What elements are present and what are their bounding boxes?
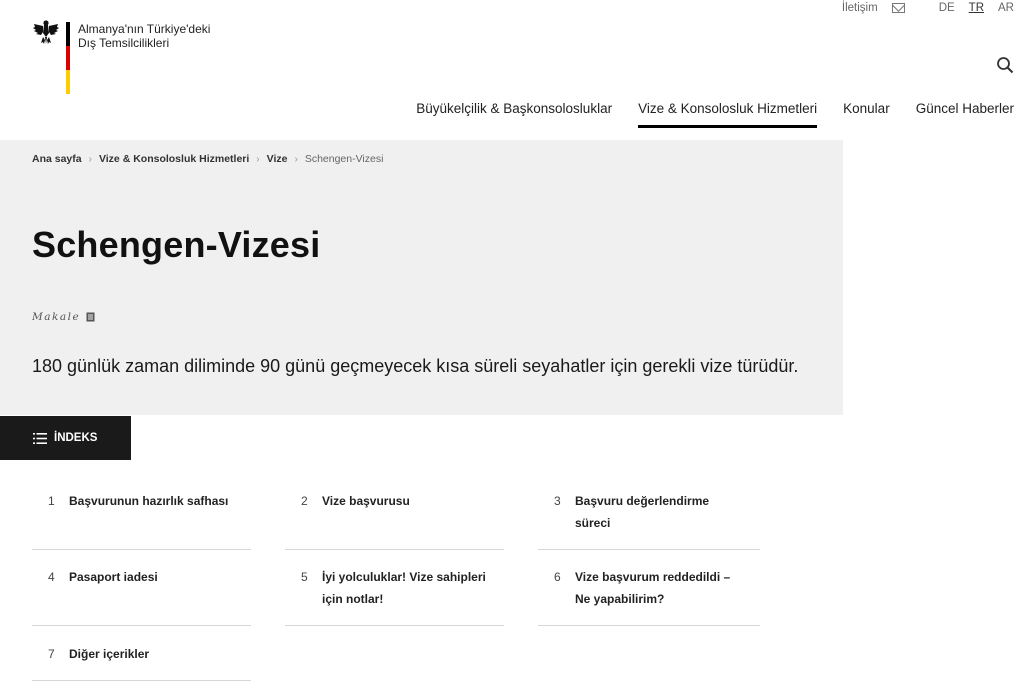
lang-ar-link[interactable]: AR — [998, 2, 1014, 14]
flag-bar — [66, 22, 70, 94]
site-name — [78, 22, 210, 50]
list-icon — [33, 433, 47, 444]
index-item-number: 1 — [48, 494, 55, 508]
search-icon[interactable] — [996, 56, 1014, 74]
index-item-number: 5 — [301, 570, 308, 584]
hero-section — [0, 140, 843, 415]
lang-de-link[interactable]: DE — [938, 2, 955, 14]
page-title: Schengen-Vizesi — [32, 224, 321, 265]
breadcrumb-visa-services[interactable]: Vize & Konsolosluk Hizmetleri — [98, 153, 250, 165]
nav-item-news[interactable]: Güncel Haberler — [915, 101, 1014, 116]
index-item-label: Pasaport iadesi — [69, 570, 158, 584]
index-item-number: 6 — [554, 570, 561, 584]
index-item-label: Başvurunun hazırlık safhası — [69, 494, 229, 508]
index-item[interactable] — [285, 490, 504, 550]
site-logo[interactable] — [32, 18, 211, 50]
breadcrumb-current: Schengen-Vizesi — [304, 153, 384, 165]
index-item-number: 2 — [301, 494, 308, 508]
article-type — [32, 311, 95, 323]
site-name-line2: Dış Temsilcilikleri — [78, 36, 170, 50]
index-button[interactable] — [0, 416, 131, 460]
nav-item-topics[interactable]: Konular — [843, 101, 890, 116]
page-lead: 180 günlük zaman diliminde 90 günü geçmeyecek kısa süreli seyahatler için gerekli vize türüdür. — [32, 356, 799, 376]
index-item-label: Başvuru değerlendirme süreci — [575, 494, 710, 530]
index-item[interactable] — [538, 490, 760, 550]
index-item[interactable] — [32, 643, 251, 681]
index-item-label: Vize başvurum reddedildi – Ne yapabilirim? — [575, 570, 731, 606]
index-item[interactable] — [538, 566, 760, 626]
mail-icon[interactable] — [892, 3, 905, 13]
chevron-right-icon: › — [88, 153, 92, 165]
index-item-number: 7 — [48, 647, 55, 661]
site-header — [0, 0, 1024, 140]
lang-tr-link[interactable]: TR — [968, 2, 985, 14]
index-item-label: İyi yolculuklar! Vize sahipleri için notlar! — [322, 570, 486, 606]
index-item-number: 4 — [48, 570, 55, 584]
index-button-label: İNDEKS — [54, 432, 98, 444]
index-item-label: Vize başvurusu — [322, 494, 410, 508]
index-item-number: 3 — [554, 494, 561, 508]
breadcrumb — [32, 153, 383, 165]
chevron-right-icon: › — [294, 153, 298, 165]
nav-item-embassies[interactable]: Büyükelçilik & Başkonsolosluklar — [416, 101, 613, 116]
index-item-label: Diğer içerikler — [69, 647, 150, 661]
main-nav — [416, 101, 1014, 126]
index-item[interactable] — [32, 566, 251, 626]
utility-nav — [842, 2, 1014, 14]
chevron-right-icon: › — [256, 153, 260, 165]
nav-item-visa-services[interactable]: Vize & Konsolosluk Hizmetleri — [638, 101, 817, 126]
federal-eagle-icon — [32, 18, 60, 46]
breadcrumb-home[interactable]: Ana sayfa — [32, 153, 82, 165]
article-type-label: Makale — [32, 311, 81, 323]
breadcrumb-visa[interactable]: Vize — [266, 153, 288, 165]
index-item[interactable] — [285, 566, 504, 626]
document-icon — [86, 312, 95, 322]
contact-link[interactable]: İletişim — [841, 2, 878, 14]
site-name-line1: Almanya'nın Türkiye'deki — [78, 22, 211, 36]
index-item[interactable] — [32, 490, 251, 550]
